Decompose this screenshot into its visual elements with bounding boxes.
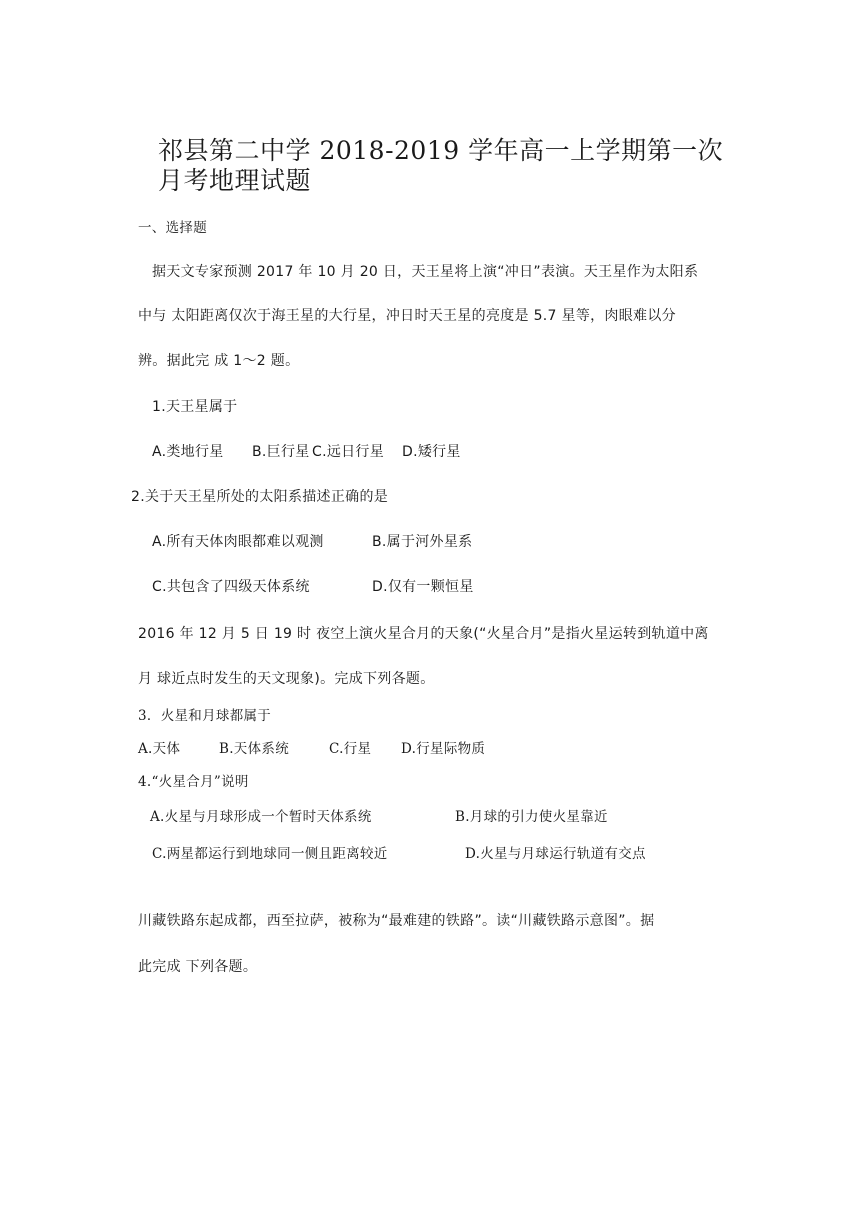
intro1-line3: 辨。据此完 成 1～2 题。 bbox=[138, 353, 300, 369]
section-heading: 一、选择题 bbox=[138, 220, 207, 236]
question-4-stem: 4.“火星合月”说明 bbox=[138, 774, 249, 790]
q2-option-a: A.所有天体肉眼都难以观测 bbox=[152, 534, 324, 550]
intro3-line2: 此完成 下列各题。 bbox=[138, 959, 258, 975]
document-title-line1: 祁县第二中学 2018-2019 学年高一上学期第一次 bbox=[158, 136, 724, 165]
q1-option-a: A.类地行星 bbox=[152, 444, 224, 460]
intro3-line1: 川藏铁路东起成都，西至拉萨，被称为“最难建的铁路”。读“川藏铁路示意图”。据 bbox=[138, 913, 655, 929]
document-title-line2: 月考地理试题 bbox=[158, 166, 312, 195]
q2-option-b: B.属于河外星系 bbox=[372, 534, 473, 550]
q1-option-d: D.矮行星 bbox=[402, 444, 461, 460]
q3-option-d: D.行星际物质 bbox=[401, 741, 486, 757]
q4-option-d: D.火星与月球运行轨道有交点 bbox=[465, 846, 646, 862]
q4-option-c: C.两星都运行到地球同一侧且距离较近 bbox=[152, 846, 388, 862]
intro1-line2: 中与 太阳距离仅次于海王星的大行星，冲日时天王星的亮度是 5.7 星等，肉眼难以分 bbox=[138, 308, 676, 324]
q3-option-a: A.天体 bbox=[138, 741, 181, 757]
q3-option-b: B.天体系统 bbox=[219, 741, 290, 757]
q1-option-c: C.远日行星 bbox=[312, 444, 385, 460]
q3-option-c: C.行星 bbox=[329, 741, 372, 757]
q4-option-a: A.火星与月球形成一个暂时天体系统 bbox=[150, 809, 372, 825]
q2-option-c: C.共包含了四级天体系统 bbox=[152, 579, 310, 595]
question-2-stem: 2.关于天王星所处的太阳系描述正确的是 bbox=[131, 489, 389, 505]
question-1-stem: 1.天王星属于 bbox=[152, 399, 238, 415]
q2-option-d: D.仅有一颗恒星 bbox=[372, 579, 474, 595]
q4-option-b: B.月球的引力使火星靠近 bbox=[455, 809, 608, 825]
intro2-line1: 2016 年 12 月 5 日 19 时 夜空上演火星合月的天象(“火星合月”是指火星运转到轨道中离 bbox=[138, 626, 709, 642]
intro1-line1: 据天文专家预测 2017 年 10 月 20 日，天王星将上演“冲日”表演。天王星作为太阳系 bbox=[152, 264, 699, 280]
intro2-line2: 月 球近点时发生的天文现象)。完成下列各题。 bbox=[138, 671, 435, 687]
question-3-stem: 3．火星和月球都属于 bbox=[138, 708, 272, 724]
q1-option-b: B.巨行星 bbox=[252, 444, 310, 460]
